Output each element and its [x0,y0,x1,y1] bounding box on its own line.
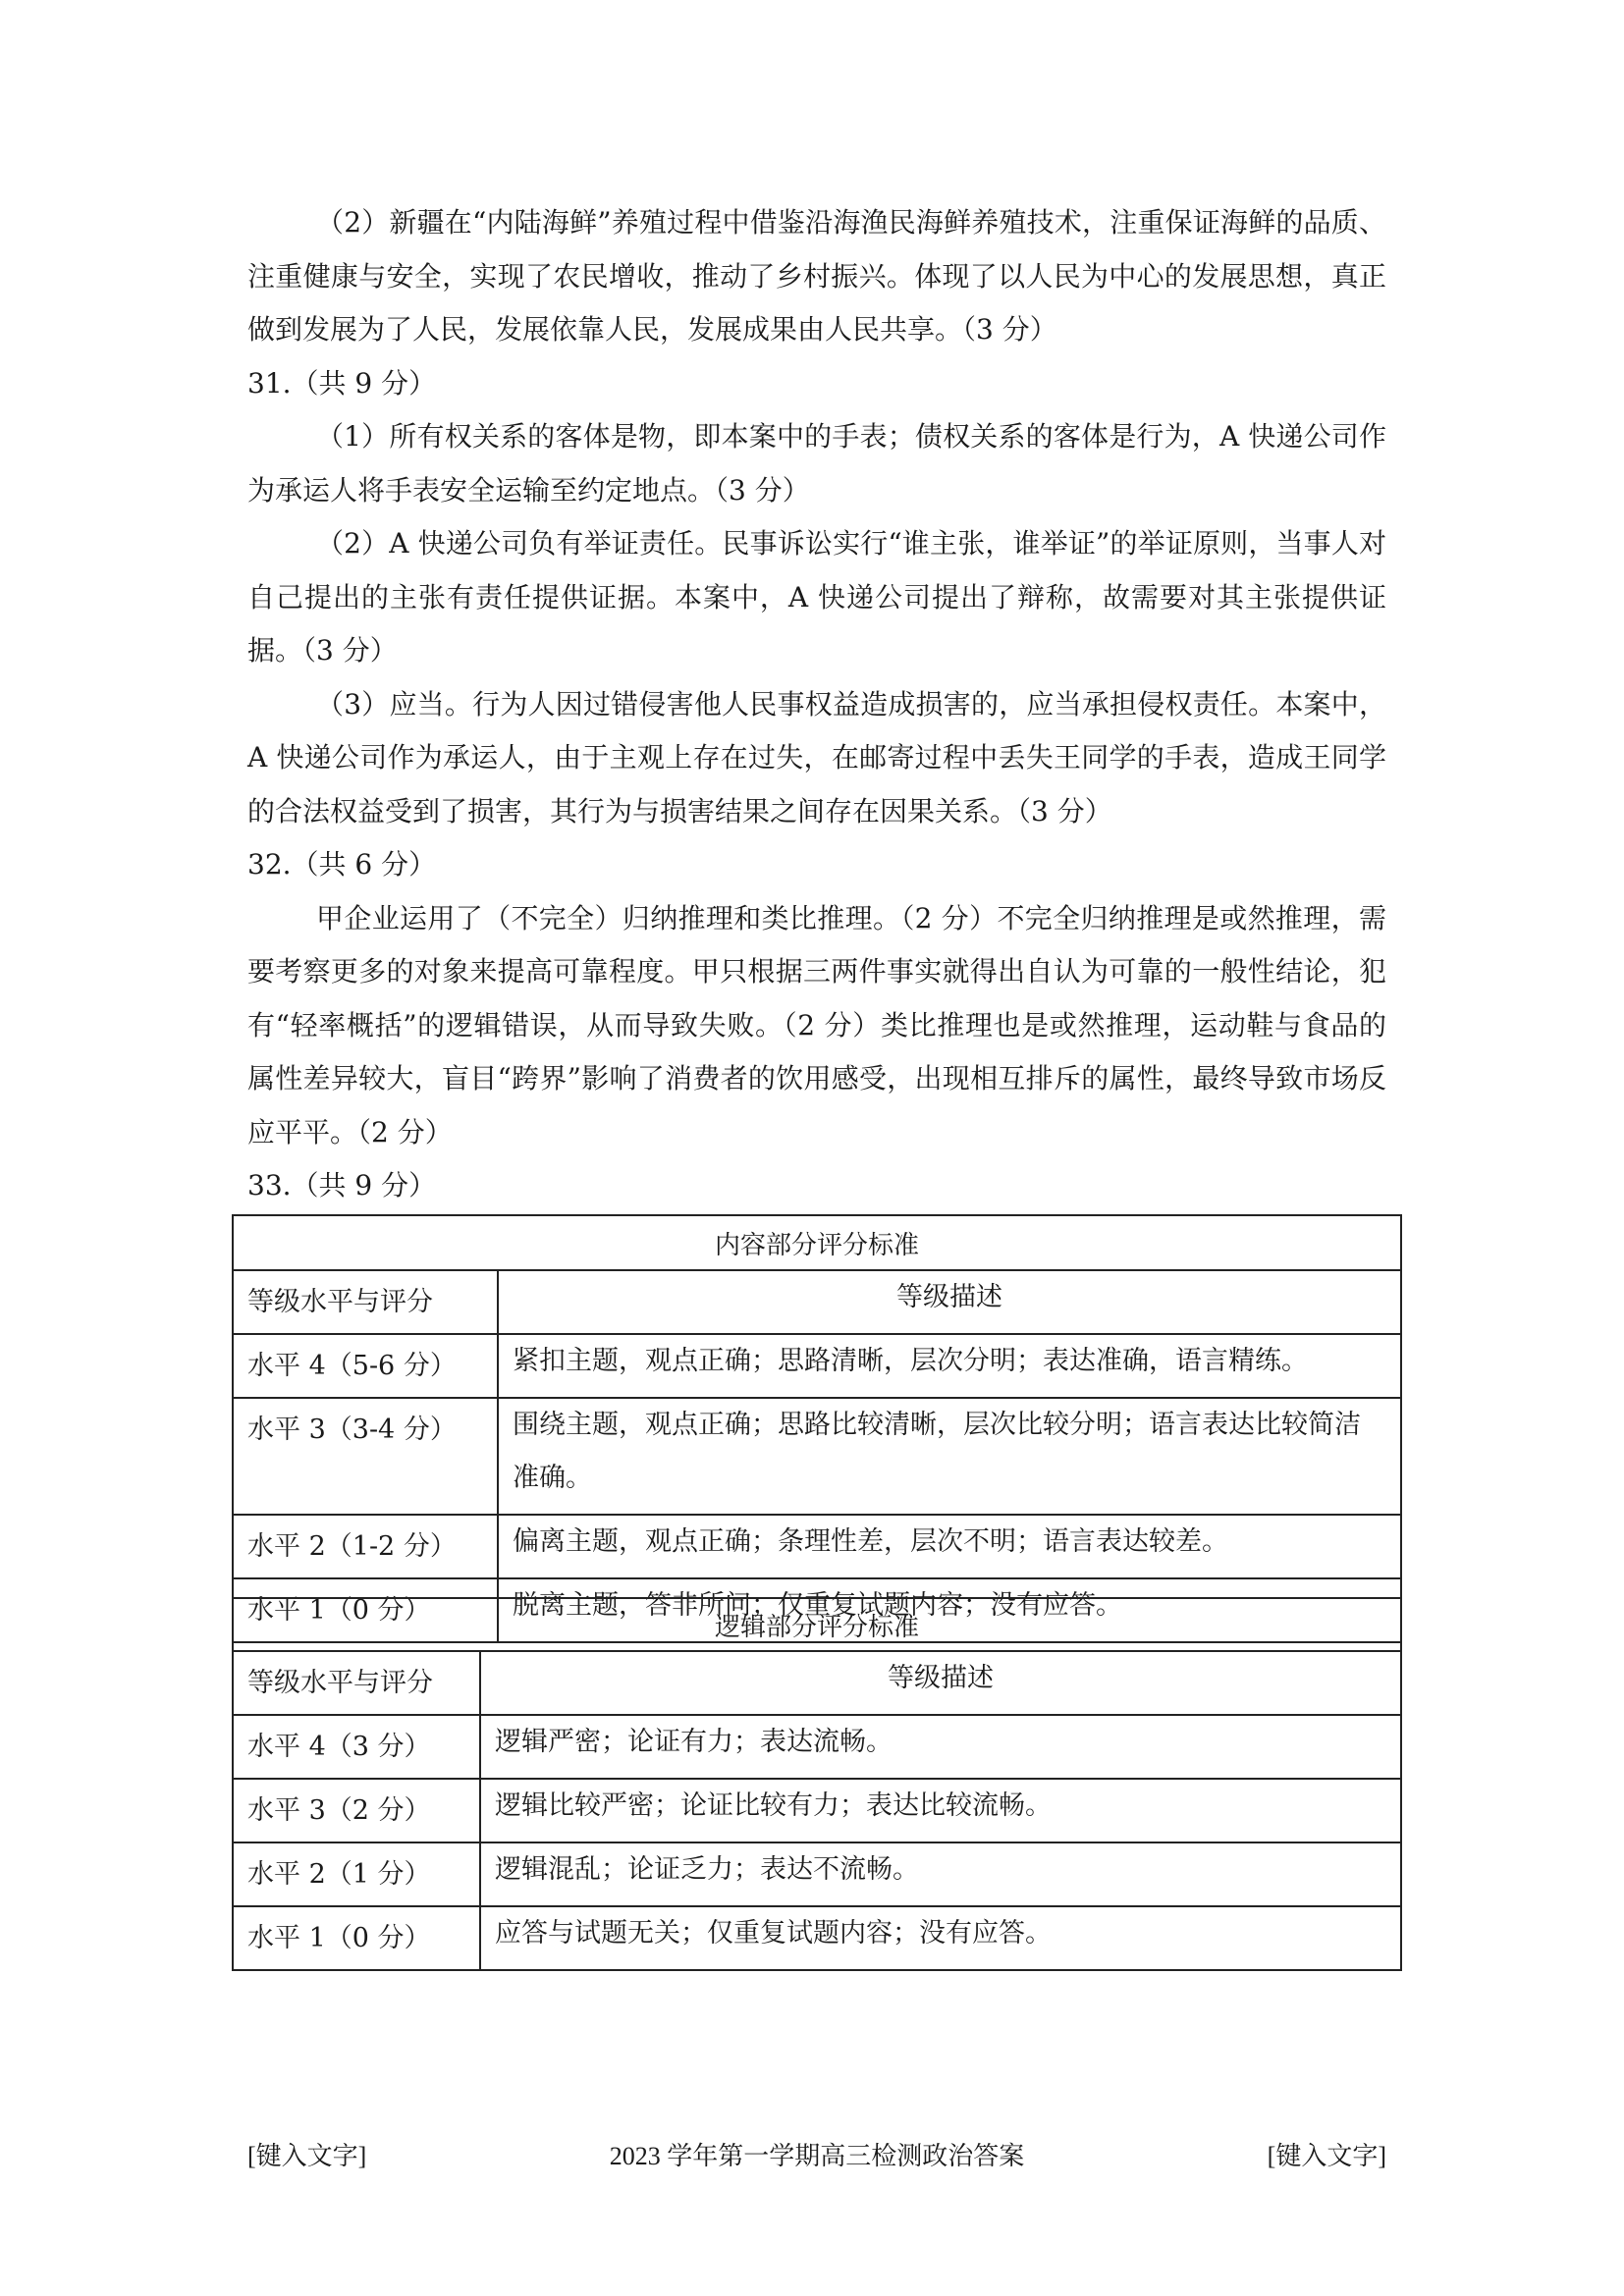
table-row [234,1778,1400,1842]
answer-31-2: （2）A 快递公司负有举证责任。民事诉讼实行“谁主张，谁举证”的举证原则，当事人对自己提出的主张有责任提供证据。本案中，A 快递公司提出了辩称，故需要对其主张提供证据。（3 分） [247,527,1386,667]
level-cell: 水平 3（3-4 分） [234,1399,499,1514]
logic-rubric-title: 逻辑部分评分标准 [234,1597,1400,1650]
desc-cell: 逻辑混乱；论证乏力；表达不流畅。 [495,1854,919,1885]
table-row [234,1842,1400,1905]
answer-31-3: （3）应当。行为人因过错侵害他人民事权益造成损害的，应当承担侵权责任。本案中，A 快递公司作为承运人，由于主观上存在过失，在邮寄过程中丢失王同学的手表，造成王同学的合法权益受到了损害，其行为与损害结果之间存在因果关系。（3 分） [247,687,1386,828]
question-32-heading: 32.（共 6 分） [247,848,437,881]
content-rubric-title: 内容部分评分标准 [714,1230,919,1260]
content-rubric-table [232,1214,1402,1643]
table-row [234,1905,1400,1969]
desc-cell: 应答与试题无关；仅重复试题内容；没有应答。 [495,1918,1052,1949]
col-header-level: 等级水平与评分 [234,1271,499,1333]
table-row [234,1714,1400,1778]
answer-32: 甲企业运用了（不完全）归纳推理和类比推理。（2 分）不完全归纳推理是或然推理，需要考察更多的对象来提高可靠程度。甲只根据三两件事实就得出自认为可靠的一般性结论，犯有“轻率概括”的逻辑错误，从而导致失败。（2 分）类比推理也是或然推理，运动鞋与食品的属性差异较大，盲目“跨界”影响了消费者的饮用感受，出现相互排斥的属性，最终导致市场反应平平。（2 分） [247,901,1386,1148]
col-header-desc: 等级描述 [888,1663,994,1693]
logic-rubric-header-row [234,1650,1400,1714]
desc-cell: 逻辑比较严密；论证比较有力；表达比较流畅。 [495,1790,1052,1821]
desc-cell: 脱离主题，答非所问；仅重复试题内容；没有应答。 [513,1590,1122,1621]
question-31-heading: 31.（共 9 分） [247,366,437,400]
desc-cell: 逻辑严密；论证有力；表达流畅。 [495,1727,893,1757]
level-cell: 水平 2（1-2 分） [234,1516,499,1577]
col-header-level: 等级水平与评分 [234,1652,481,1714]
answer-30-2: （2）新疆在“内陆海鲜”养殖过程中借鉴沿海渔民海鲜养殖技术，注重保证海鲜的品质、注重健康与安全，实现了农民增收，推动了乡村振兴。体现了以人民为中心的发展思想，真正做到发展为了人民，发展依靠人民，发展成果由人民共享。（3 分） [247,206,1386,346]
answer-31-1: （1）所有权关系的客体是物，即本案中的手表；债权关系的客体是行为，A 快递公司作为承运人将手表安全运输至约定地点。（3 分） [247,420,1386,507]
level-cell: 水平 1（0 分） [234,1907,481,1969]
question-33-heading: 33.（共 9 分） [247,1169,437,1201]
table-row [234,1397,1400,1514]
table-row [234,1333,1400,1397]
footer-title: 2023 学年第一学期高三检测政治答案 [609,2142,1025,2170]
content-rubric-header-row [234,1269,1400,1333]
col-header-desc: 等级描述 [896,1282,1002,1312]
answer-body [247,196,1386,1213]
desc-cell: 偏离主题，观点正确；条理性差，层次不明；语言表达较差。 [513,1526,1228,1557]
level-cell: 水平 1（0 分） [234,1579,499,1641]
desc-cell: 紧扣主题，观点正确；思路清晰，层次分明；表达准确，语言精练。 [513,1346,1308,1376]
level-cell: 水平 4（5-6 分） [234,1335,499,1397]
level-cell: 水平 2（1 分） [234,1843,481,1905]
footer-right-placeholder: [键入文字] [1267,2142,1386,2170]
desc-cell: 围绕主题，观点正确；思路比较清晰，层次比较分明；语言表达比较简洁准确。 [513,1410,1361,1493]
table-row [234,1514,1400,1577]
footer-left-placeholder: [键入文字] [247,2142,367,2170]
level-cell: 水平 3（2 分） [234,1780,481,1842]
logic-rubric-table [232,1597,1402,1971]
level-cell: 水平 4（3 分） [234,1716,481,1778]
page-footer [247,2136,1386,2172]
